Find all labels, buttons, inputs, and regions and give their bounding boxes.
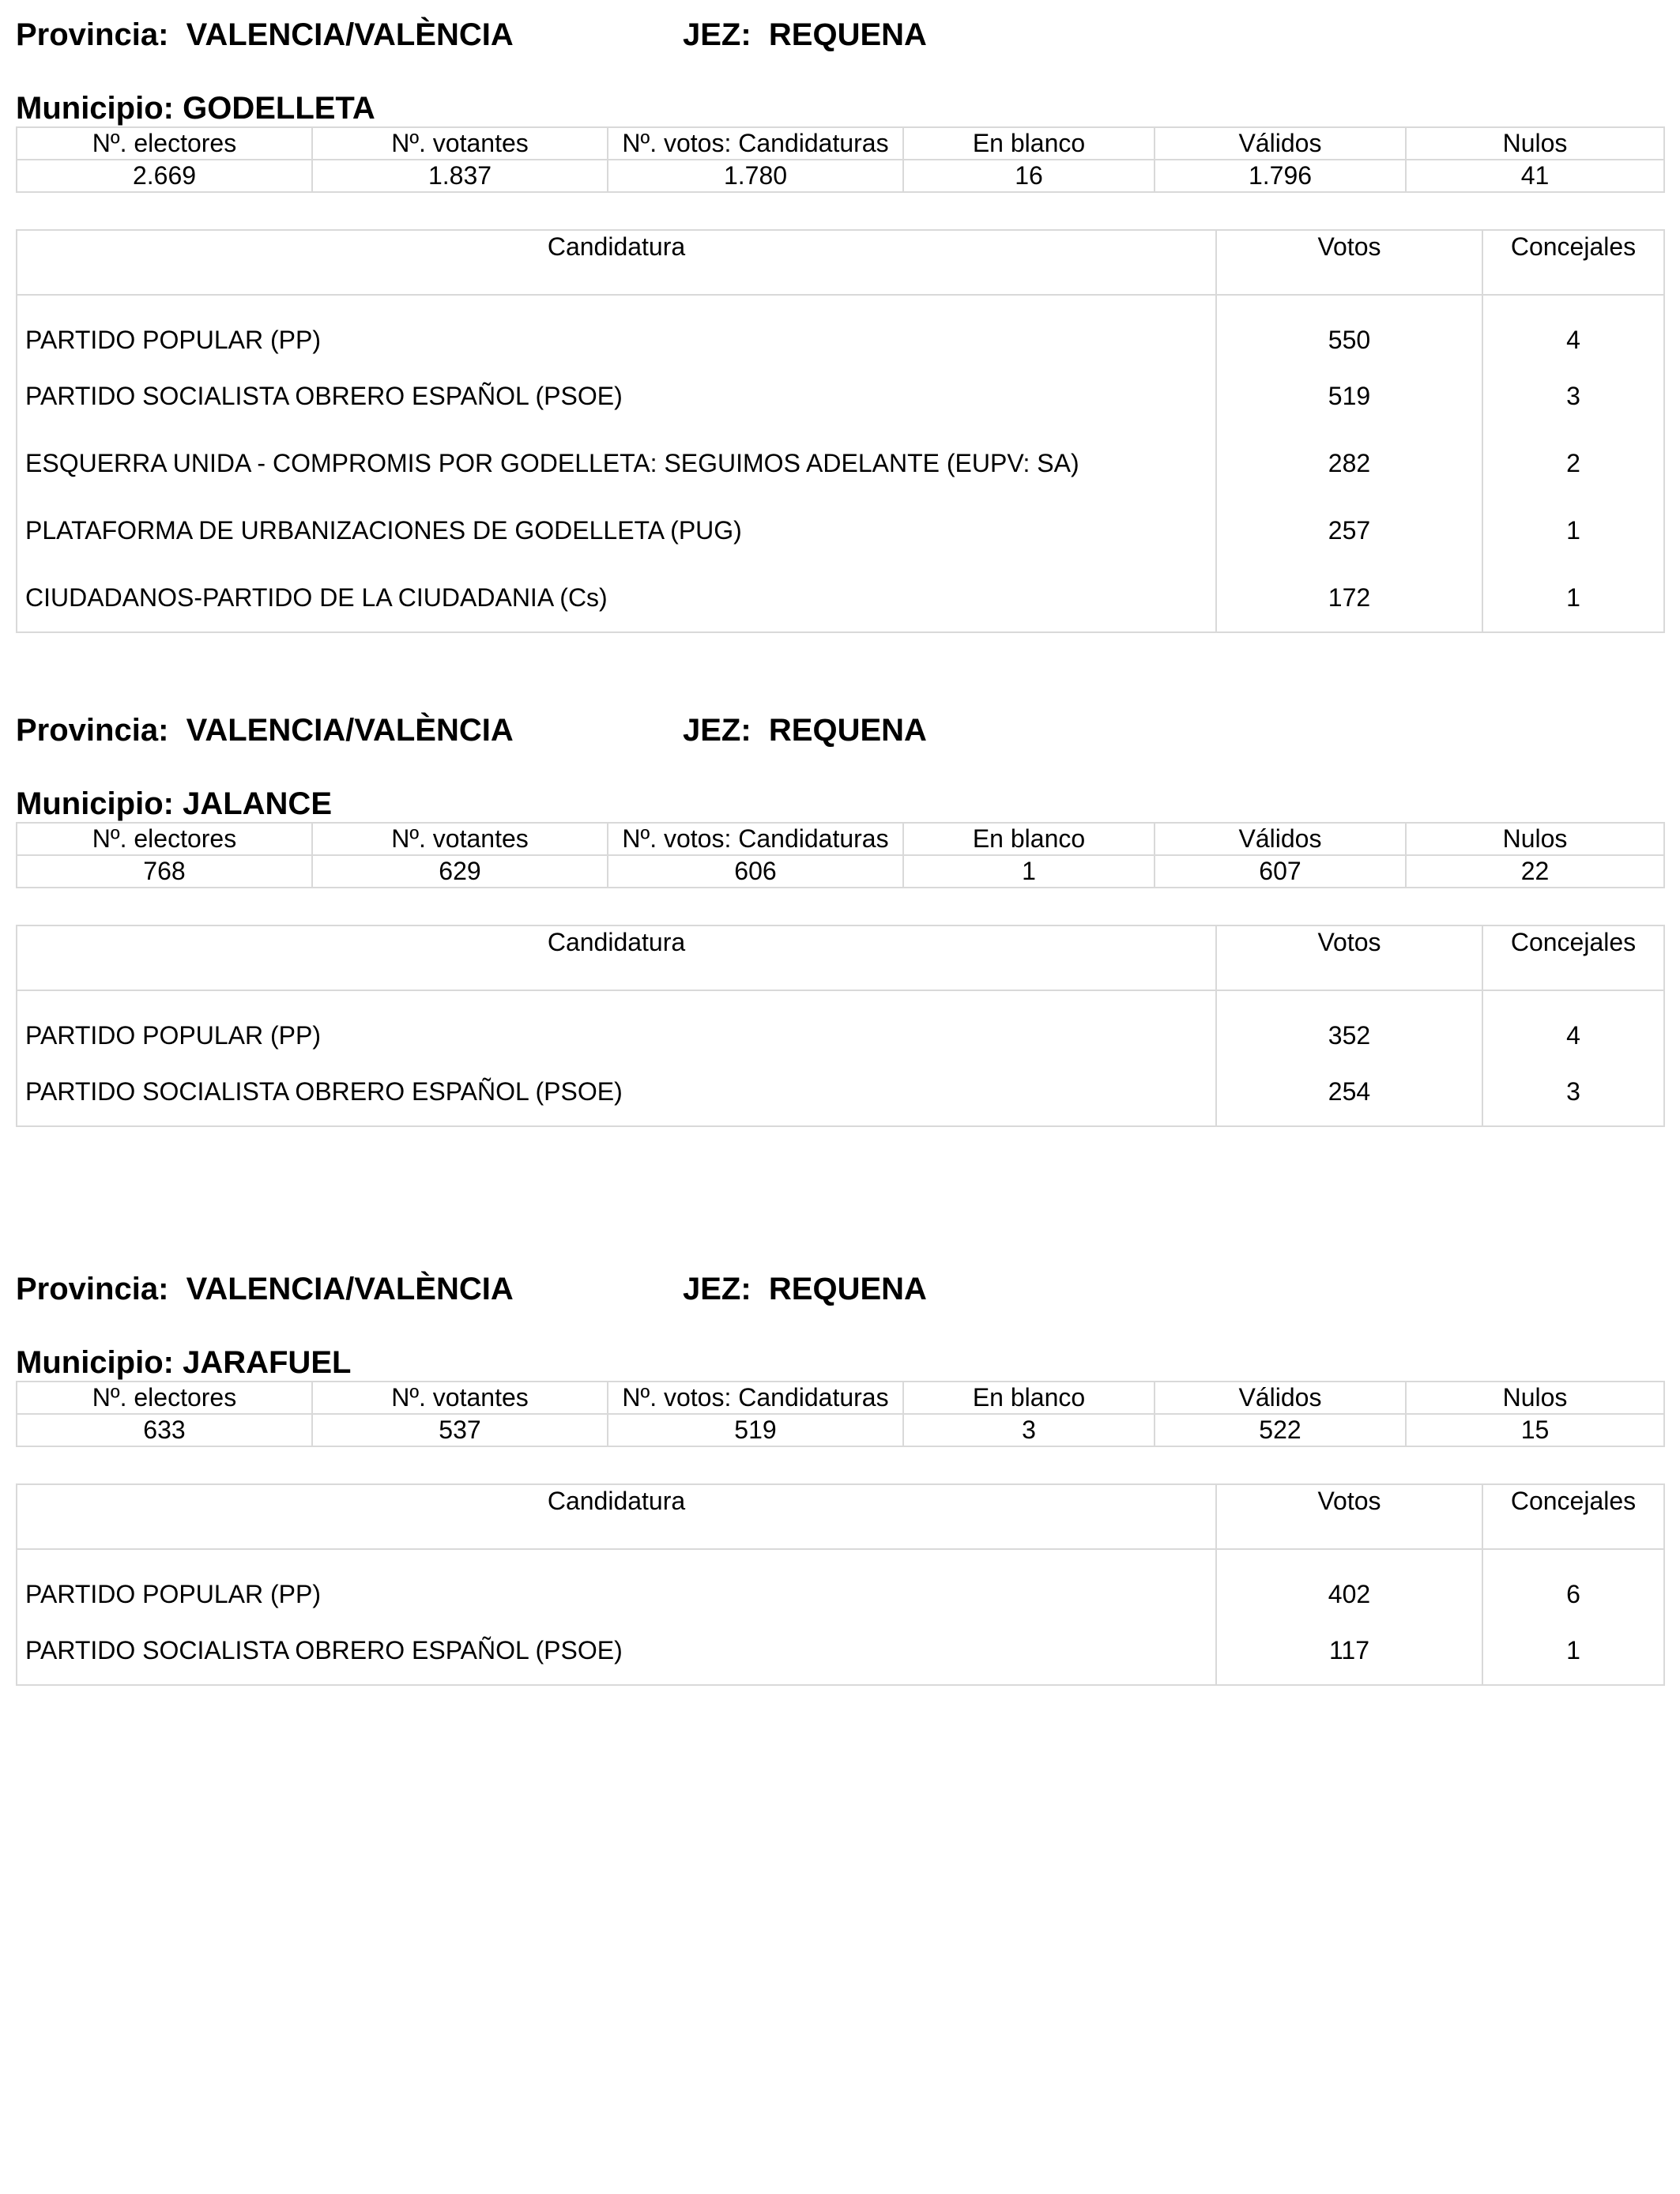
jez-label: JEZ: (683, 713, 751, 748)
summary-value-cell: 3 (903, 1414, 1155, 1446)
table-row (17, 1058, 1664, 1126)
summary-table (16, 1381, 1665, 1447)
municipio-value: JARAFUEL (183, 1345, 352, 1380)
candidatura-name: PARTIDO SOCIALISTA OBRERO ESPAÑOL (PSOE) (17, 1058, 1216, 1126)
summary-header-cell: Nº. votantes (312, 127, 608, 160)
table-row (17, 430, 1664, 497)
jez-header (683, 16, 927, 54)
summary-value-cell: 519 (608, 1414, 903, 1446)
candidatura-name: PARTIDO POPULAR (PP) (17, 1549, 1216, 1617)
summary-header-cell: Nº. votos: Candidaturas (608, 1382, 903, 1414)
jez-value: REQUENA (768, 713, 927, 748)
municipio-label: Municipio: (16, 91, 174, 126)
votos-value: 254 (1216, 1058, 1482, 1126)
summary-value-cell: 1.837 (312, 160, 608, 192)
concejales-value: 1 (1482, 1617, 1664, 1685)
jez-value: REQUENA (768, 1272, 927, 1306)
summary-values-row (17, 160, 1664, 192)
concejales-value: 3 (1482, 363, 1664, 430)
concejales-value: 1 (1482, 564, 1664, 632)
votos-value: 550 (1216, 295, 1482, 363)
candidaturas-header-cell: Votos (1216, 1484, 1482, 1549)
summary-header-cell: Válidos (1155, 127, 1406, 160)
summary-header-cell: Válidos (1155, 823, 1406, 855)
concejales-value: 4 (1482, 990, 1664, 1058)
votos-value: 282 (1216, 430, 1482, 497)
provincia-value: VALENCIA/VALÈNCIA (186, 1272, 514, 1306)
summary-header-cell: Nulos (1406, 823, 1664, 855)
votos-value: 117 (1216, 1617, 1482, 1685)
province-header (16, 1270, 927, 1308)
summary-header-cell: Nulos (1406, 1382, 1664, 1414)
summary-header-row (17, 127, 1664, 160)
summary-value-cell: 768 (17, 855, 312, 888)
summary-value-cell: 41 (1406, 160, 1664, 192)
municipio-value: GODELLETA (183, 91, 375, 126)
votos-value: 519 (1216, 363, 1482, 430)
candidaturas-header-cell: Concejales (1482, 925, 1664, 990)
concejales-value: 3 (1482, 1058, 1664, 1126)
candidaturas-header-cell: Votos (1216, 925, 1482, 990)
summary-table (16, 822, 1665, 888)
votos-value: 257 (1216, 497, 1482, 564)
municipio-label: Municipio: (16, 786, 174, 821)
candidatura-name: PLATAFORMA DE URBANIZACIONES DE GODELLETA (PUG) (17, 497, 1216, 564)
provincia-label: Provincia: (16, 1272, 169, 1306)
jez-label: JEZ: (683, 17, 751, 52)
table-row (17, 363, 1664, 430)
summary-header-row (17, 1382, 1664, 1414)
summary-header-cell: En blanco (903, 823, 1155, 855)
summary-header-cell: Nulos (1406, 127, 1664, 160)
summary-header-cell: Nº. electores (17, 127, 312, 160)
municipio-header (16, 89, 375, 127)
jez-label: JEZ: (683, 1272, 751, 1306)
candidaturas-header-cell: Concejales (1482, 1484, 1664, 1549)
candidatura-name: CIUDADANOS-PARTIDO DE LA CIUDADANIA (Cs) (17, 564, 1216, 632)
jez-value: REQUENA (768, 17, 927, 52)
candidatura-name: PARTIDO SOCIALISTA OBRERO ESPAÑOL (PSOE) (17, 363, 1216, 430)
summary-values-row (17, 1414, 1664, 1446)
summary-value-cell: 15 (1406, 1414, 1664, 1446)
candidaturas-header-cell: Votos (1216, 230, 1482, 295)
summary-header-cell: Nº. votos: Candidaturas (608, 823, 903, 855)
table-row (17, 564, 1664, 632)
candidaturas-header-row (17, 925, 1664, 990)
provincia-value: VALENCIA/VALÈNCIA (186, 17, 514, 52)
concejales-value: 6 (1482, 1549, 1664, 1617)
candidaturas-header-row (17, 230, 1664, 295)
summary-header-row (17, 823, 1664, 855)
candidatura-name: ESQUERRA UNIDA - COMPROMIS POR GODELLETA: SEGUIMOS ADELANTE (EUPV: SA) (17, 430, 1216, 497)
summary-header-cell: Nº. votantes (312, 823, 608, 855)
votos-value: 352 (1216, 990, 1482, 1058)
provincia-label: Provincia: (16, 713, 169, 748)
municipio-label: Municipio: (16, 1345, 174, 1380)
candidaturas-header-cell: Candidatura (17, 925, 1216, 990)
summary-value-cell: 1 (903, 855, 1155, 888)
municipio-value: JALANCE (183, 786, 332, 821)
jez-header (683, 711, 927, 749)
summary-header-cell: Válidos (1155, 1382, 1406, 1414)
summary-value-cell: 16 (903, 160, 1155, 192)
summary-header-cell: En blanco (903, 1382, 1155, 1414)
summary-value-cell: 2.669 (17, 160, 312, 192)
concejales-value: 1 (1482, 497, 1664, 564)
table-row (17, 1617, 1664, 1685)
candidatura-name: PARTIDO SOCIALISTA OBRERO ESPAÑOL (PSOE) (17, 1617, 1216, 1685)
province-header (16, 711, 927, 749)
summary-value-cell: 633 (17, 1414, 312, 1446)
jez-header (683, 1270, 927, 1308)
candidaturas-table (16, 1483, 1665, 1686)
provincia-value: VALENCIA/VALÈNCIA (186, 713, 514, 748)
summary-header-cell: Nº. votantes (312, 1382, 608, 1414)
summary-header-cell: Nº. electores (17, 823, 312, 855)
table-row (17, 990, 1664, 1058)
summary-value-cell: 629 (312, 855, 608, 888)
summary-value-cell: 22 (1406, 855, 1664, 888)
votos-value: 172 (1216, 564, 1482, 632)
summary-table (16, 126, 1665, 193)
table-row (17, 295, 1664, 363)
summary-value-cell: 607 (1155, 855, 1406, 888)
table-row (17, 1549, 1664, 1617)
summary-header-cell: En blanco (903, 127, 1155, 160)
votos-value: 402 (1216, 1549, 1482, 1617)
provincia-label: Provincia: (16, 17, 169, 52)
candidaturas-table (16, 229, 1665, 633)
summary-value-cell: 522 (1155, 1414, 1406, 1446)
candidaturas-table (16, 925, 1665, 1127)
summary-header-cell: Nº. electores (17, 1382, 312, 1414)
municipio-header (16, 1344, 351, 1382)
summary-value-cell: 537 (312, 1414, 608, 1446)
concejales-value: 4 (1482, 295, 1664, 363)
candidatura-name: PARTIDO POPULAR (PP) (17, 990, 1216, 1058)
summary-values-row (17, 855, 1664, 888)
candidaturas-header-row (17, 1484, 1664, 1549)
concejales-value: 2 (1482, 430, 1664, 497)
summary-value-cell: 606 (608, 855, 903, 888)
table-row (17, 497, 1664, 564)
municipio-header (16, 785, 332, 823)
summary-value-cell: 1.796 (1155, 160, 1406, 192)
candidaturas-header-cell: Concejales (1482, 230, 1664, 295)
summary-header-cell: Nº. votos: Candidaturas (608, 127, 903, 160)
candidaturas-header-cell: Candidatura (17, 230, 1216, 295)
summary-value-cell: 1.780 (608, 160, 903, 192)
candidatura-name: PARTIDO POPULAR (PP) (17, 295, 1216, 363)
province-header (16, 16, 927, 54)
candidaturas-header-cell: Candidatura (17, 1484, 1216, 1549)
